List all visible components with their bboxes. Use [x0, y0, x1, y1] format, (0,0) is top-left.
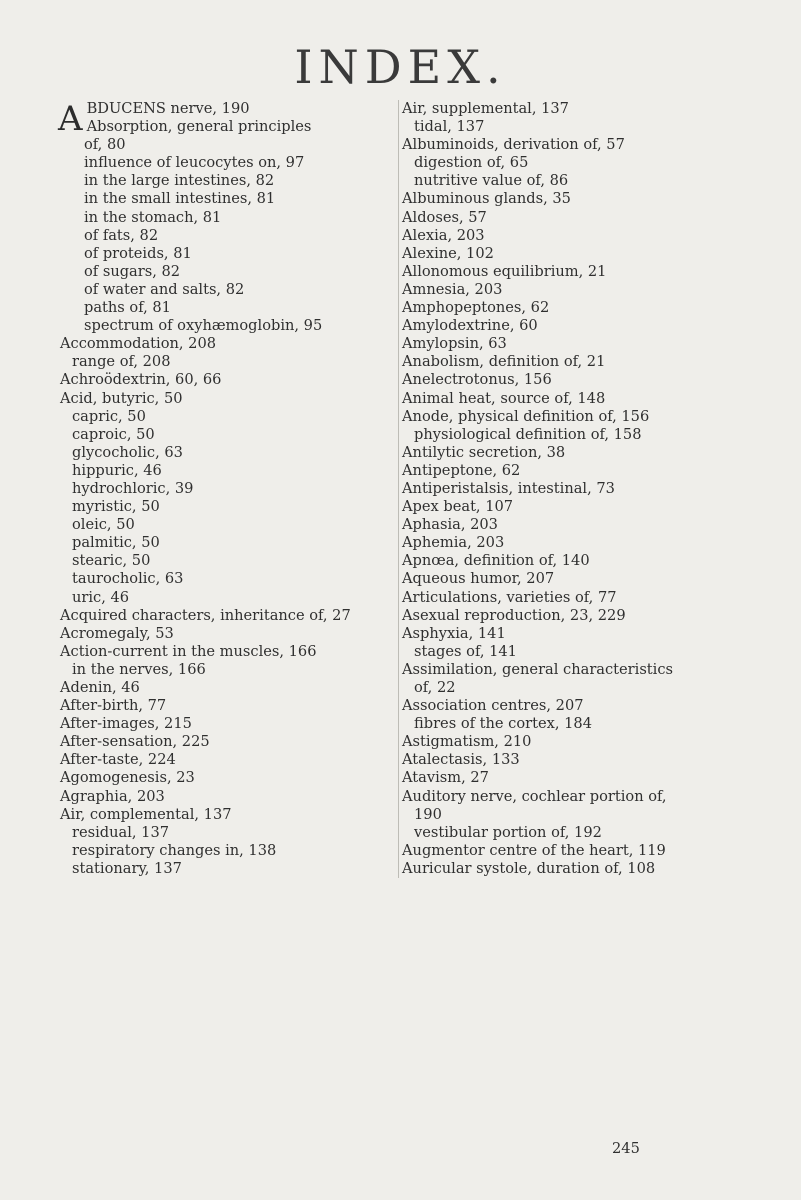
- index-entry: Antipeptone, 62: [402, 461, 521, 479]
- index-entry: Alexia, 203: [402, 226, 485, 244]
- index-entry: Absorption, general principles: [86, 118, 312, 136]
- index-entry: range of, 208: [72, 353, 171, 371]
- index-entry: Asphyxia, 141: [402, 624, 506, 642]
- index-entry: 190: [414, 805, 442, 823]
- index-entry: of proteids, 81: [84, 244, 192, 262]
- index-entry: nutritive value of, 86: [414, 172, 569, 190]
- index-entry: Amylopsin, 63: [402, 335, 507, 353]
- index-entry: Albuminoids, derivation of, 57: [402, 136, 625, 154]
- index-entry: of, 80: [84, 136, 126, 154]
- index-entry: Amylodextrine, 60: [402, 317, 538, 335]
- index-entry: Anabolism, definition of, 21: [402, 353, 606, 371]
- index-entry: Agomogenesis, 23: [60, 769, 195, 787]
- index-entry: stages of, 141: [414, 642, 517, 660]
- index-entry: BDUCENS nerve, 190: [86, 100, 250, 117]
- index-entry: Aldoses, 57: [402, 208, 487, 226]
- index-entry: in the small intestines, 81: [84, 190, 276, 208]
- page-number: 245: [612, 1140, 640, 1157]
- index-entry: Allonomous equilibrium, 21: [402, 262, 607, 280]
- index-entry: After-sensation, 225: [60, 733, 210, 751]
- index-entry: Amphopeptones, 62: [402, 299, 550, 317]
- index-entry: Antilytic secretion, 38: [402, 443, 566, 461]
- index-entry: spectrum of oxyhæmoglobin, 95: [84, 317, 323, 335]
- index-entry: respiratory changes in, 138: [72, 841, 277, 859]
- index-entry: paths of, 81: [84, 299, 171, 317]
- index-entry: Atalectasis, 133: [402, 751, 520, 769]
- index-entry: Atavism, 27: [402, 769, 489, 787]
- index-entry: Animal heat, source of, 148: [402, 389, 606, 407]
- index-entry: Anode, physical definition of, 156: [402, 407, 650, 425]
- index-entry: myristic, 50: [72, 498, 160, 516]
- index-entry: capric, 50: [72, 407, 146, 425]
- index-entry: of water and salts, 82: [84, 280, 245, 298]
- index-entry: Action-current in the muscles, 166: [60, 642, 317, 660]
- index-entry: of fats, 82: [84, 226, 159, 244]
- index-entry: Association centres, 207: [402, 697, 584, 715]
- index-entry: glycocholic, 63: [72, 443, 183, 461]
- index-entry: hippuric, 46: [72, 461, 162, 479]
- index-entry: palmitic, 50: [72, 534, 160, 552]
- index-entry: After-birth, 77: [60, 697, 167, 715]
- index-entry: in the stomach, 81: [84, 208, 222, 226]
- index-column-left: [60, 100, 395, 878]
- index-entry: After-taste, 224: [60, 751, 176, 769]
- index-entry: in the nerves, 166: [72, 660, 206, 678]
- index-entry: residual, 137: [72, 823, 170, 841]
- index-entry: digestion of, 65: [414, 154, 529, 172]
- index-entry: Amnesia, 203: [402, 280, 503, 298]
- index-entry: Accommodation, 208: [60, 335, 217, 353]
- index-entry: Agraphia, 203: [60, 787, 165, 805]
- index-entry: Air, complemental, 137: [60, 805, 232, 823]
- index-entry: Auditory nerve, cochlear portion of,: [402, 787, 667, 805]
- index-entry: Alexine, 102: [402, 244, 494, 262]
- index-entry: Achroödextrin, 60, 66: [60, 371, 222, 389]
- index-entry: uric, 46: [72, 588, 130, 606]
- index-entry: oleic, 50: [72, 516, 135, 534]
- drop-cap-a: A: [58, 99, 83, 139]
- index-entry: Apex beat, 107: [402, 498, 514, 516]
- index-entry: Adenin, 46: [60, 679, 140, 696]
- index-entry: Acquired characters, inheritance of, 27: [60, 606, 351, 624]
- index-entry: influence of leucocytes on, 97: [84, 154, 305, 172]
- index-entry: Astigmatism, 210: [402, 733, 532, 751]
- index-entry: of sugars, 82: [84, 262, 181, 280]
- page-title: INDEX.: [294, 40, 507, 94]
- index-column-right: [398, 100, 782, 878]
- index-entry: of, 22: [414, 679, 456, 696]
- index-entry: vestibular portion of, 192: [414, 823, 602, 841]
- index-entry: Augmentor centre of the heart, 119: [402, 841, 666, 859]
- index-entry: Albuminous glands, 35: [402, 190, 571, 208]
- index-entry: in the large intestines, 82: [84, 172, 275, 190]
- index-entry: Air, supplemental, 137: [402, 100, 569, 117]
- index-entry: Acromegaly, 53: [60, 624, 174, 642]
- index-entry: Aphemia, 203: [402, 534, 505, 552]
- index-entry: caproic, 50: [72, 425, 155, 443]
- index-entry: Assimilation, general characteristics: [402, 660, 674, 678]
- index-entry: fibres of the cortex, 184: [414, 715, 592, 733]
- index-entry: Aqueous humor, 207: [402, 570, 555, 588]
- index-entry: Auricular systole, duration of, 108: [402, 859, 656, 877]
- index-entry: taurocholic, 63: [72, 570, 184, 588]
- index-entry: Aphasia, 203: [402, 516, 498, 534]
- index-entry: Apnœa, definition of, 140: [402, 552, 590, 570]
- index-entry: Antiperistalsis, intestinal, 73: [402, 479, 615, 497]
- index-entry: tidal, 137: [414, 118, 485, 136]
- index-entry: Anelectrotonus, 156: [402, 371, 552, 389]
- index-entry: stationary, 137: [72, 859, 182, 877]
- index-entry: Acid, butyric, 50: [60, 389, 183, 407]
- index-entry: stearic, 50: [72, 552, 151, 570]
- index-entry: Articulations, varieties of, 77: [402, 588, 617, 606]
- index-entry: hydrochloric, 39: [72, 479, 194, 497]
- index-entry: Asexual reproduction, 23, 229: [402, 606, 626, 624]
- index-entry: After-images, 215: [60, 715, 192, 733]
- index-entry: physiological definition of, 158: [414, 425, 642, 443]
